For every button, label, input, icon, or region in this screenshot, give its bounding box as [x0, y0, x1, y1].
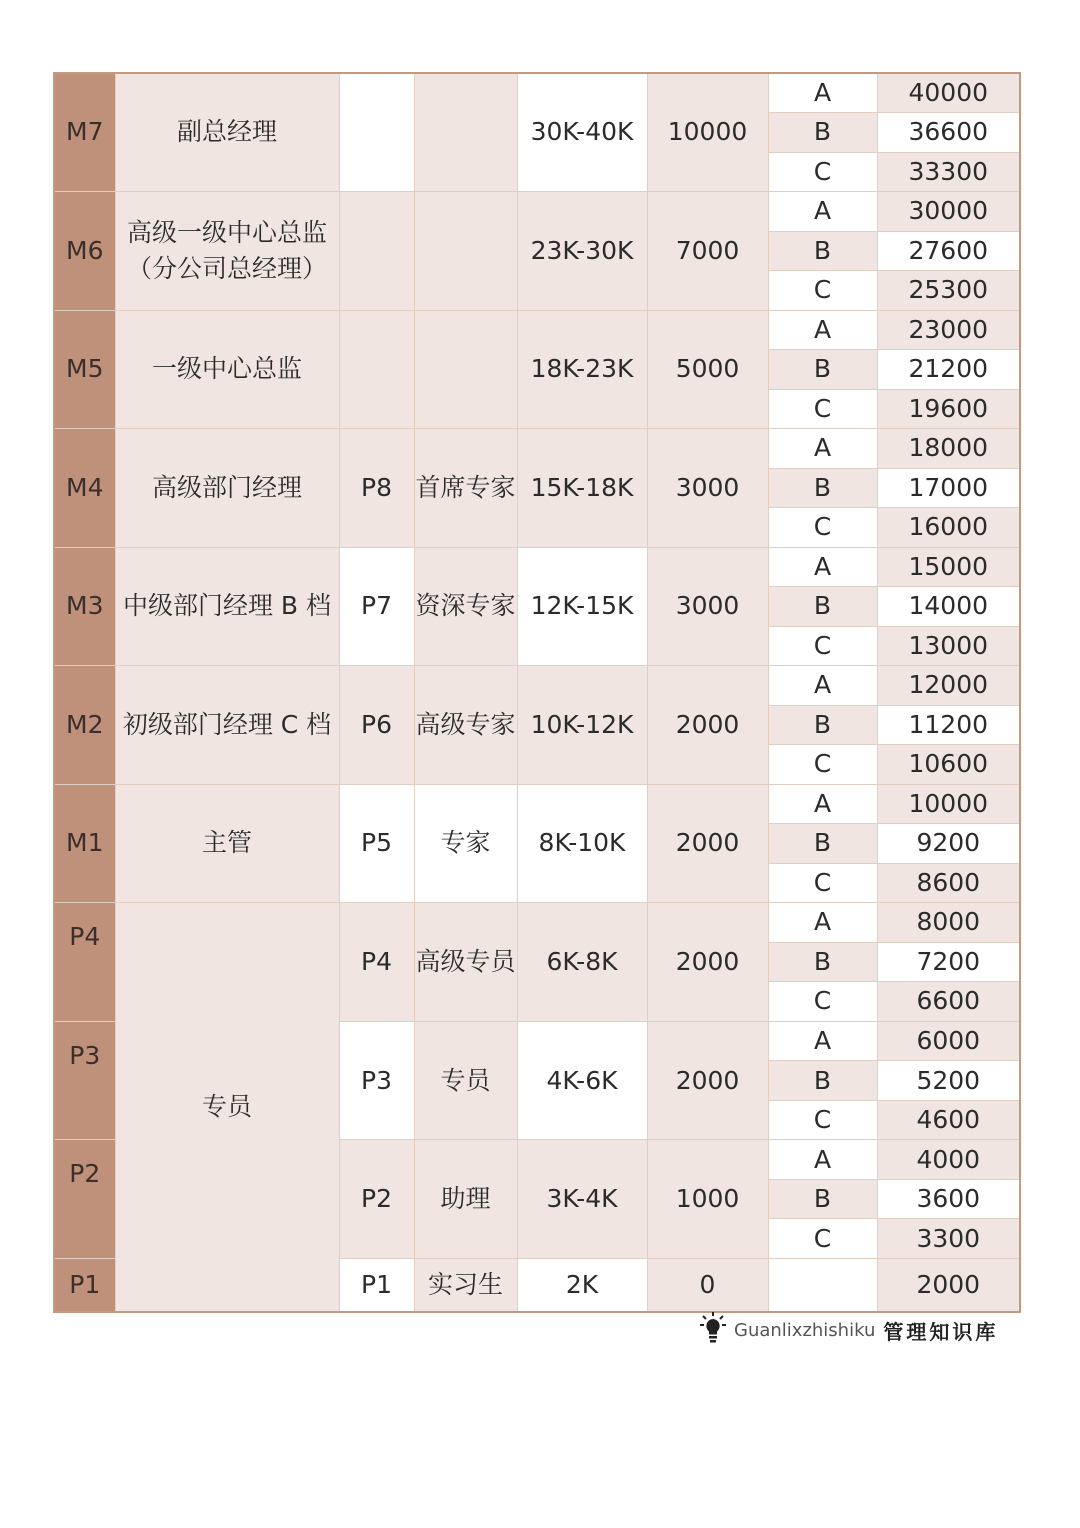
grade-cell: B	[768, 824, 877, 864]
footer-brand	[700, 1312, 998, 1348]
step-cell: 2000	[647, 784, 768, 903]
p-title-cell: 实习生	[414, 1258, 517, 1312]
grade-cell: C	[768, 389, 877, 429]
grade-cell: B	[768, 350, 877, 390]
step-cell: 3000	[647, 547, 768, 666]
salary-grade-table	[53, 72, 1021, 1313]
amount-cell: 12000	[877, 666, 1020, 706]
salary-range-cell: 6K-8K	[517, 903, 647, 1022]
salary-range-cell: 15K-18K	[517, 429, 647, 548]
p-level-cell: P6	[339, 666, 414, 785]
p-level-cell	[339, 310, 414, 429]
table-row	[54, 666, 1020, 706]
grade-cell: A	[768, 903, 877, 943]
grade-cell: C	[768, 152, 877, 192]
p-level-cell: P5	[339, 784, 414, 903]
level-cell: M6	[54, 192, 115, 311]
level-cell: M4	[54, 429, 115, 548]
p-title-cell: 专家	[414, 784, 517, 903]
grade-cell: C	[768, 863, 877, 903]
salary-range-cell: 10K-12K	[517, 666, 647, 785]
amount-cell: 17000	[877, 468, 1020, 508]
amount-cell: 21200	[877, 350, 1020, 390]
amount-cell: 8000	[877, 903, 1020, 943]
level-cell: P3	[54, 1021, 115, 1140]
amount-cell: 4000	[877, 1140, 1020, 1180]
grade-cell: A	[768, 192, 877, 232]
table-row	[54, 73, 1020, 113]
amount-cell: 3300	[877, 1219, 1020, 1259]
amount-cell: 5200	[877, 1061, 1020, 1101]
grade-cell: A	[768, 666, 877, 706]
step-cell: 7000	[647, 192, 768, 311]
amount-cell: 13000	[877, 626, 1020, 666]
grade-cell: A	[768, 1140, 877, 1180]
amount-cell: 8600	[877, 863, 1020, 903]
grade-cell: C	[768, 745, 877, 785]
step-cell: 2000	[647, 666, 768, 785]
grade-cell: B	[768, 1179, 877, 1219]
grade-cell: A	[768, 547, 877, 587]
grade-cell: B	[768, 231, 877, 271]
amount-cell: 4600	[877, 1100, 1020, 1140]
amount-cell: 15000	[877, 547, 1020, 587]
level-cell: P4	[54, 903, 115, 1022]
mgmt-title-cell: 副总经理	[115, 73, 339, 192]
grade-cell: B	[768, 705, 877, 745]
mgmt-title-cell: 主管	[115, 784, 339, 903]
grade-cell: A	[768, 73, 877, 113]
level-cell: M7	[54, 73, 115, 192]
mgmt-title-cell: 中级部门经理 B 档	[115, 547, 339, 666]
amount-cell: 33300	[877, 152, 1020, 192]
p-title-cell: 首席专家	[414, 429, 517, 548]
p-title-cell: 助理	[414, 1140, 517, 1259]
amount-cell: 16000	[877, 508, 1020, 548]
salary-range-cell: 30K-40K	[517, 73, 647, 192]
grade-cell: C	[768, 1100, 877, 1140]
step-cell: 2000	[647, 1021, 768, 1140]
p-level-cell: P8	[339, 429, 414, 548]
p-title-cell	[414, 310, 517, 429]
p-level-cell: P7	[339, 547, 414, 666]
amount-cell: 19600	[877, 389, 1020, 429]
mgmt-title-cell: 专员	[115, 903, 339, 1312]
salary-range-cell: 23K-30K	[517, 192, 647, 311]
grade-cell: C	[768, 1219, 877, 1259]
amount-cell: 27600	[877, 231, 1020, 271]
table-row	[54, 547, 1020, 587]
step-cell: 10000	[647, 73, 768, 192]
lightbulb-icon	[700, 1311, 726, 1349]
amount-cell: 18000	[877, 429, 1020, 469]
grade-cell: C	[768, 271, 877, 311]
mgmt-title-cell: 高级一级中心总监（分公司总经理）	[115, 192, 339, 311]
amount-cell: 36600	[877, 113, 1020, 153]
amount-cell: 30000	[877, 192, 1020, 232]
p-level-cell: P4	[339, 903, 414, 1022]
grade-cell: B	[768, 468, 877, 508]
amount-cell: 3600	[877, 1179, 1020, 1219]
amount-cell: 10600	[877, 745, 1020, 785]
amount-cell: 11200	[877, 705, 1020, 745]
step-cell: 2000	[647, 903, 768, 1022]
grade-cell: C	[768, 626, 877, 666]
salary-range-cell: 18K-23K	[517, 310, 647, 429]
grade-cell: A	[768, 784, 877, 824]
amount-cell: 6000	[877, 1021, 1020, 1061]
table-row	[54, 429, 1020, 469]
table-row	[54, 192, 1020, 232]
grade-cell: B	[768, 942, 877, 982]
grade-cell: B	[768, 113, 877, 153]
brand-name-cn: 管理知识库	[883, 1319, 999, 1344]
salary-range-cell: 4K-6K	[517, 1021, 647, 1140]
p-title-cell	[414, 192, 517, 311]
amount-cell: 2000	[877, 1258, 1020, 1312]
level-cell: M2	[54, 666, 115, 785]
p-title-cell: 资深专家	[414, 547, 517, 666]
grade-cell: B	[768, 1061, 877, 1101]
p-level-cell	[339, 73, 414, 192]
salary-range-cell: 3K-4K	[517, 1140, 647, 1259]
grade-cell: A	[768, 1021, 877, 1061]
table-row	[54, 903, 1020, 943]
level-cell: M1	[54, 784, 115, 903]
mgmt-title-cell: 一级中心总监	[115, 310, 339, 429]
p-title-cell	[414, 73, 517, 192]
p-level-cell: P2	[339, 1140, 414, 1259]
amount-cell: 25300	[877, 271, 1020, 311]
table-row	[54, 784, 1020, 824]
grade-cell: A	[768, 310, 877, 350]
p-level-cell: P3	[339, 1021, 414, 1140]
grade-cell: A	[768, 429, 877, 469]
grade-cell	[768, 1258, 877, 1312]
amount-cell: 6600	[877, 982, 1020, 1022]
p-title-cell: 高级专员	[414, 903, 517, 1022]
salary-range-cell: 8K-10K	[517, 784, 647, 903]
grade-cell: C	[768, 982, 877, 1022]
p-level-cell	[339, 192, 414, 311]
level-cell: M3	[54, 547, 115, 666]
amount-cell: 40000	[877, 73, 1020, 113]
amount-cell: 23000	[877, 310, 1020, 350]
p-title-cell: 专员	[414, 1021, 517, 1140]
step-cell: 5000	[647, 310, 768, 429]
table-row	[54, 310, 1020, 350]
grade-cell: C	[768, 508, 877, 548]
salary-range-cell: 12K-15K	[517, 547, 647, 666]
p-level-cell: P1	[339, 1258, 414, 1312]
step-cell: 1000	[647, 1140, 768, 1259]
level-cell: M5	[54, 310, 115, 429]
mgmt-title-cell: 初级部门经理 C 档	[115, 666, 339, 785]
mgmt-title-cell: 高级部门经理	[115, 429, 339, 548]
p-title-cell: 高级专家	[414, 666, 517, 785]
amount-cell: 14000	[877, 587, 1020, 627]
step-cell: 3000	[647, 429, 768, 548]
amount-cell: 9200	[877, 824, 1020, 864]
level-cell: P2	[54, 1140, 115, 1259]
grade-cell: B	[768, 587, 877, 627]
salary-range-cell: 2K	[517, 1258, 647, 1312]
brand-name: Guanlixzhishiku	[734, 1319, 876, 1341]
amount-cell: 7200	[877, 942, 1020, 982]
amount-cell: 10000	[877, 784, 1020, 824]
step-cell: 0	[647, 1258, 768, 1312]
level-cell: P1	[54, 1258, 115, 1312]
